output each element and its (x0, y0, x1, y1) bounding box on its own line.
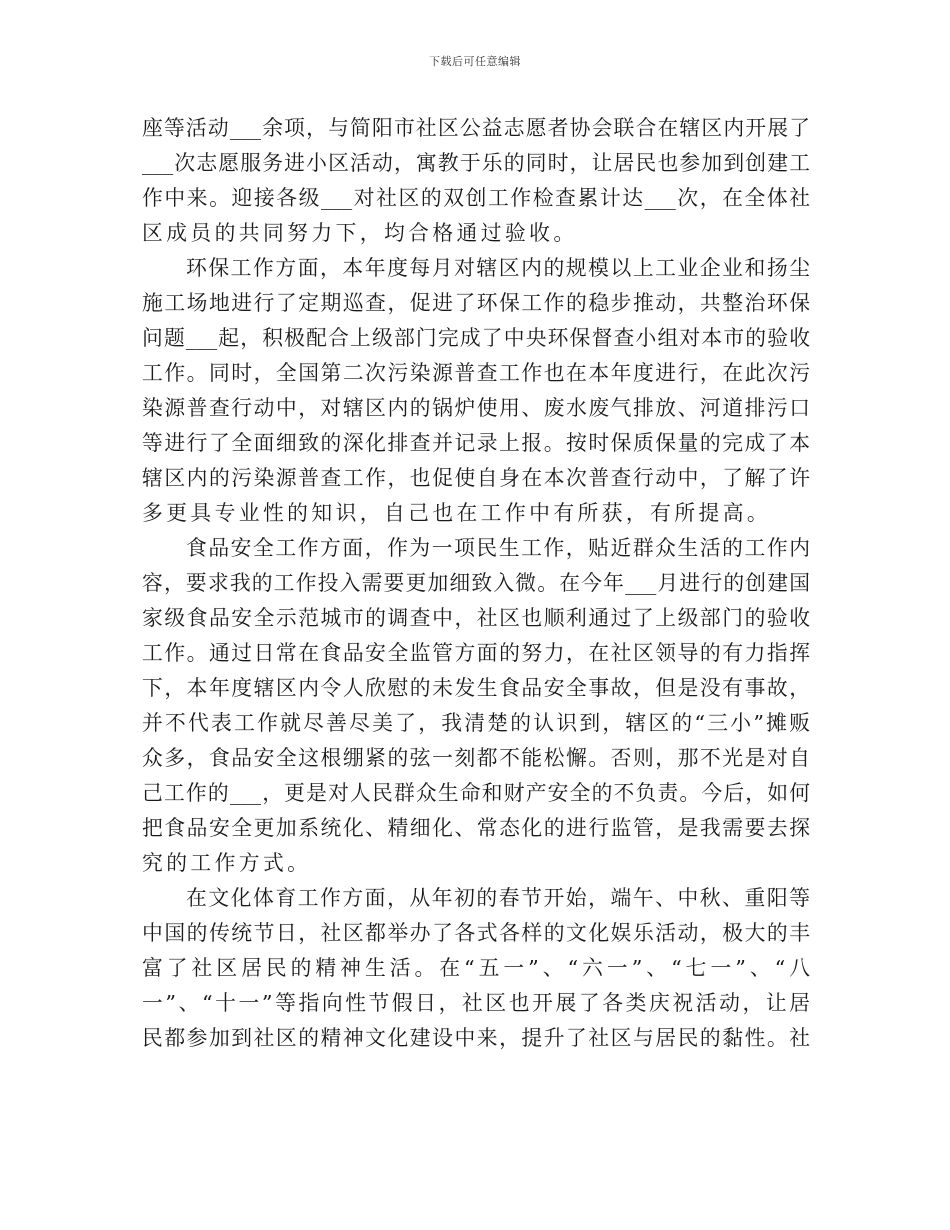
text-line: 家级食品安全示范城市的调查中，社区也顺利通过了上级部门的验收 (142, 606, 810, 630)
paragraph-food-safety (142, 531, 810, 881)
text-line: 施工场地进行了定期巡查，促进了环保工作的稳步推动，共整治环保 (142, 291, 810, 315)
text-line: 问题___起，积极配合上级部门完成了中央环保督查小组对本市的验收 (142, 326, 810, 350)
text-line: 辖区内的污染源普查工作，也促使自身在本次普查行动中，了解了许 (142, 466, 810, 490)
paragraph-culture-sports (142, 881, 810, 1056)
text-line: 多更具专业性的知识，自己也在工作中有所获，有所提高。 (142, 501, 772, 525)
document-body (142, 111, 810, 1056)
paragraph-environmental-protection (142, 251, 810, 531)
text-line: 作中来。迎接各级___对社区的双创工作检查累计达___次，在全体社 (142, 186, 810, 210)
text-line: 富了社区居民的精神生活。在“五一”、“六一”、“七一”、“八 (142, 956, 810, 980)
text-line: 在文化体育工作方面，从年初的春节开始，端午、中秋、重阳等 (186, 886, 810, 910)
text-line: 食品安全工作方面，作为一项民生工作，贴近群众生活的工作内 (186, 536, 810, 560)
text-line: 下，本年度辖区内令人欣慰的未发生食品安全事故，但是没有事故， (142, 676, 810, 700)
text-line: 区成员的共同努力下，均合格通过验收。 (142, 221, 578, 245)
text-line: 己工作的___，更是对人民群众生命和财产安全的不负责。今后，如何 (142, 781, 810, 805)
text-line: 并不代表工作就尽善尽美了，我清楚的认识到，辖区的“三小”摊贩 (142, 711, 810, 735)
text-line: 中国的传统节日，社区都举办了各式各样的文化娱乐活动，极大的丰 (142, 921, 810, 945)
text-line: 一”、“十一”等指向性节假日，社区也开展了各类庆祝活动，让居 (142, 991, 810, 1015)
text-line: 众多，食品安全这根绷紧的弦一刻都不能松懈。否则，那不光是对自 (142, 746, 810, 770)
text-line: 究的工作方式。 (142, 851, 312, 875)
text-line: 民都参加到社区的精神文化建设中来，提升了社区与居民的黏性。社 (142, 1026, 810, 1050)
text-line: 座等活动___余项，与简阳市社区公益志愿者协会联合在辖区内开展了 (142, 116, 810, 140)
text-line: 染源普查行动中，对辖区内的锅炉使用、废水废气排放、河道排污口 (142, 396, 810, 420)
text-line: 工作。同时，全国第二次污染源普查工作也在本年度进行，在此次污 (142, 361, 810, 385)
text-line: 环保工作方面，本年度每月对辖区内的规模以上工业企业和扬尘 (186, 256, 810, 280)
text-line: 把食品安全更加系统化、精细化、常态化的进行监管，是我需要去探 (142, 816, 810, 840)
paragraph-volunteer-activities (142, 111, 810, 251)
text-line: 容，要求我的工作投入需要更加细致入微。在今年___月进行的创建国 (142, 571, 810, 595)
text-line: 工作。通过日常在食品安全监管方面的努力，在社区领导的有力指挥 (142, 641, 810, 665)
text-line: 等进行了全面细致的深化排查并记录上报。按时保质保量的完成了本 (142, 431, 810, 455)
page-header: 下载后可任意编辑 (429, 55, 521, 68)
text-line: ___次志愿服务进小区活动，寓教于乐的同时，让居民也参加到创建工 (142, 151, 810, 175)
